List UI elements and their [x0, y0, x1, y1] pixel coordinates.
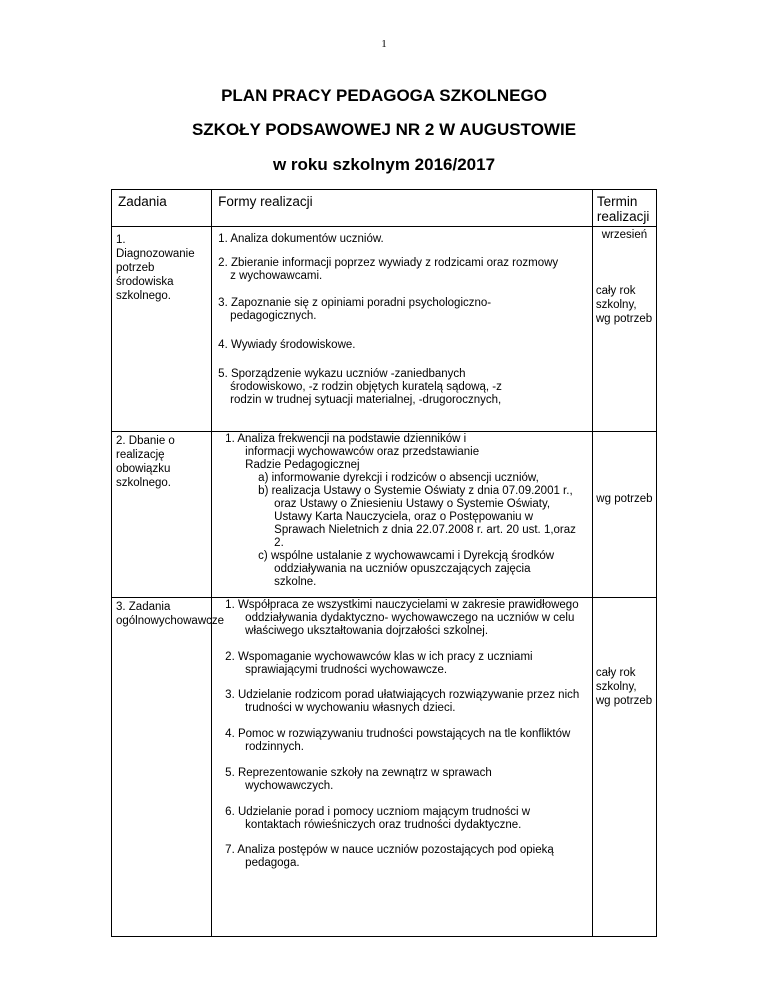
column-header: Zadania — [112, 190, 212, 227]
term-text: cały rok szkolny, wg potrzeb — [595, 667, 653, 707]
sub-item: c) wspólne ustalanie z wychowawcami i Dyrekcją środków oddziaływania na uczniów opuszczających zajęcia szkolne. — [258, 550, 555, 588]
table-row — [112, 432, 657, 598]
task-label: 3. Zadania ogólnowychowawcze — [116, 601, 225, 627]
list-item: 1. Analiza frekwencji na podstawie dzienników i informacji wychowawców oraz przedstawianie Radzie Pedagogicznej — [225, 433, 480, 471]
sub-item: a) informowanie dyrekcji i rodziców o absencji uczniów, — [258, 472, 539, 484]
task-cell — [112, 598, 225, 937]
list-item: 1. Współpraca ze wszystkimi nauczycielami w zakresie prawidłowego oddziaływania dydaktyczno- wychowawczego na uczniów w celu właściwego ukształtowania dojrzałości szkolnej. — [225, 599, 579, 637]
sub-item: b) realizacja Ustawy o Systemie Oświaty z dnia 07.09.2001 r., oraz Ustawy o Zniesieniu Ustawy o Systemie Oświaty, Ustawy Karta Nauczyciela, oraz o Postępowaniu w Sprawach Nieletnich z dnia 22.07.2008 r. art. 20 ust. 1,oraz 2. — [258, 485, 576, 549]
list-item: 2. Zbieranie informacji poprzez wywiady z rodzicami oraz rozmowy z wychowawcami. — [218, 257, 559, 282]
column-header: Termin realizacji — [592, 190, 656, 227]
plan-table — [111, 189, 657, 937]
list-item: 3. Zapoznanie się z opiniami poradni psychologiczno- pedagogicznych. — [218, 297, 492, 322]
task-label: 1. Diagnozowanie potrzeb środowiska szkolnego. — [116, 234, 195, 302]
list-item: 3. Udzielanie rodzicom porad ułatwiających rozwiązywanie przez nich trudności w wychowaniu własnych dzieci. — [225, 689, 580, 714]
forms-cell — [212, 598, 593, 937]
table-row — [112, 227, 657, 432]
list-item: 4. Wywiady środowiskowe. — [218, 339, 356, 351]
table-row — [112, 598, 657, 937]
header-row — [112, 190, 657, 227]
list-item: 1. Analiza dokumentów uczniów. — [218, 233, 384, 245]
forms-cell — [212, 227, 593, 432]
list-item: 4. Pomoc w rozwiązywaniu trudności powstających na tle konfliktów rodzinnych. — [225, 728, 571, 753]
document-subtitle: SZKOŁY PODSAWOWEJ NR 2 W AUGUSTOWIE — [191, 120, 577, 139]
term-cell — [592, 432, 656, 598]
term-text: wrzesień — [601, 229, 648, 241]
list-item: 5. Sporządzenie wykazu uczniów -zaniedbanych środowiskowo, -z rodzin objętych kuratelą sądową, -z rodzin w trudnej sytuacji materialnej, -drugorocznych, — [218, 368, 502, 406]
list-item: 6. Udzielanie porad i pomocy uczniom mającym trudności w kontaktach rówieśniczych oraz trudności dydaktyczne. — [225, 806, 531, 831]
term-text: cały rok szkolny, wg potrzeb — [595, 285, 653, 325]
term-cell — [592, 598, 656, 937]
term-cell — [592, 227, 656, 432]
document-title: PLAN PRACY PEDAGOGA SZKOLNEGO — [221, 86, 547, 105]
task-cell — [112, 432, 212, 598]
forms-cell — [212, 432, 593, 598]
list-item: 2. Wspomaganie wychowawców klas w ich pracy z uczniami sprawiającymi trudności wychowawcze. — [225, 651, 533, 676]
list-item: 5. Reprezentowanie szkoły na zewnątrz w sprawach wychowawczych. — [225, 767, 492, 792]
task-cell — [112, 227, 212, 432]
term-text: wg potrzeb — [596, 493, 653, 505]
task-label: 2. Dbanie o realizację obowiązku szkolnego. — [116, 435, 175, 489]
school-year: w roku szkolnym 2016/2017 — [272, 155, 496, 174]
page-number: 1 — [381, 38, 387, 50]
list-item: 7. Analiza postępów w nauce uczniów pozostających pod opieką pedagoga. — [225, 844, 554, 869]
column-header: Formy realizacji — [212, 190, 593, 227]
